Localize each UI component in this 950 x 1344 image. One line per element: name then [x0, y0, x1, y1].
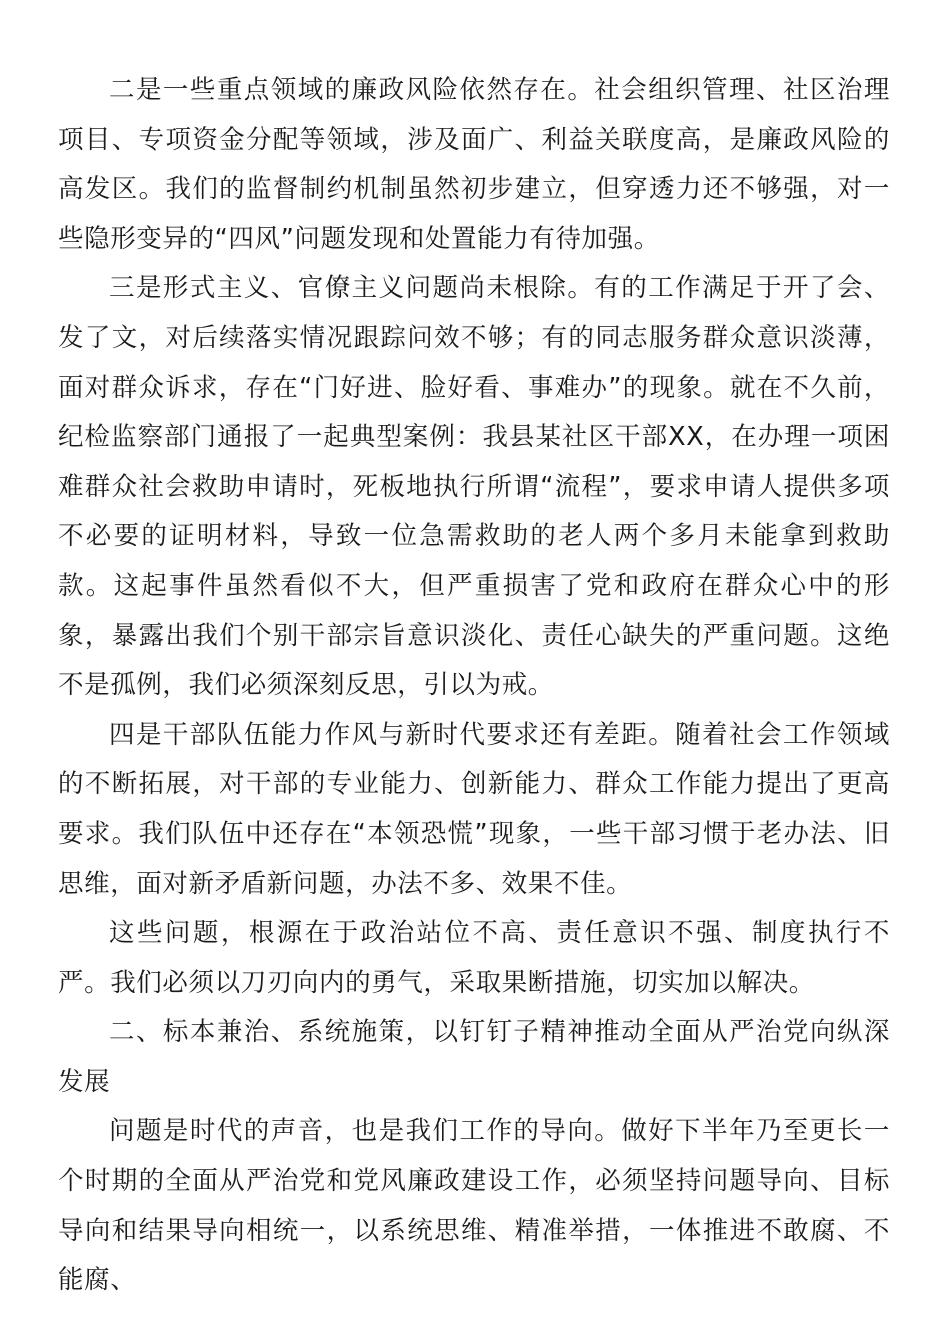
paragraph-root-causes: 这些问题，根源在于政治站位不高、责任意识不强、制度执行不严。我们必须以刀刃向内的勇气，采取果断措施，切实加以解决。	[58, 918, 890, 998]
document-page	[58, 66, 890, 1306]
section-heading-2: 二、标本兼治、系统施策，以钉钉子精神推动全面从严治党向纵深发展	[58, 1017, 890, 1097]
paragraph-risk-areas: 二是一些重点领域的廉政风险依然存在。社会组织管理、社区治理项目、专项资金分配等领域，涉及面广、利益关联度高，是廉政风险的高发区。我们的监督制约机制虽然初步建立，但穿透力还不够强，对一些隐形变异的“四风”问题发现和处置能力有待加强。	[58, 75, 890, 254]
paragraph-formalism: 三是形式主义、官僚主义问题尚未根除。有的工作满足于开了会、发了文，对后续落实情况跟踪问效不够；有的同志服务群众意识淡薄，面对群众诉求，存在“门好进、脸好看、事难办”的现象。就在不久前，纪检监察部门通报了一起典型案例：我县某社区干部XX，在办理一项困难群众社会救助申请时，死板地执行所谓“流程”，要求申请人提供多项不必要的证明材料，导致一位急需救助的老人两个多月未能拿到救助款。这起事件虽然看似不大，但严重损害了党和政府在群众心中的形象，暴露出我们个别干部宗旨意识淡化、责任心缺失的严重问题。这绝不是孤例，我们必须深刻反思，引以为戒。	[58, 273, 890, 701]
paragraph-problem-orientation: 问题是时代的声音，也是我们工作的导向。做好下半年乃至更长一个时期的全面从严治党和党风廉政建设工作，必须坚持问题导向、目标导向和结果导向相统一，以系统思维、精准举措，一体推进不敢腐、不能腐、	[58, 1116, 890, 1296]
paragraph-cadre-ability: 四是干部队伍能力作风与新时代要求还有差距。随着社会工作领域的不断拓展，对干部的专业能力、创新能力、群众工作能力提出了更高要求。我们队伍中还存在“本领恐慌”现象，一些干部习惯于老办法、旧思维，面对新矛盾新问题，办法不多、效果不佳。	[58, 719, 890, 899]
